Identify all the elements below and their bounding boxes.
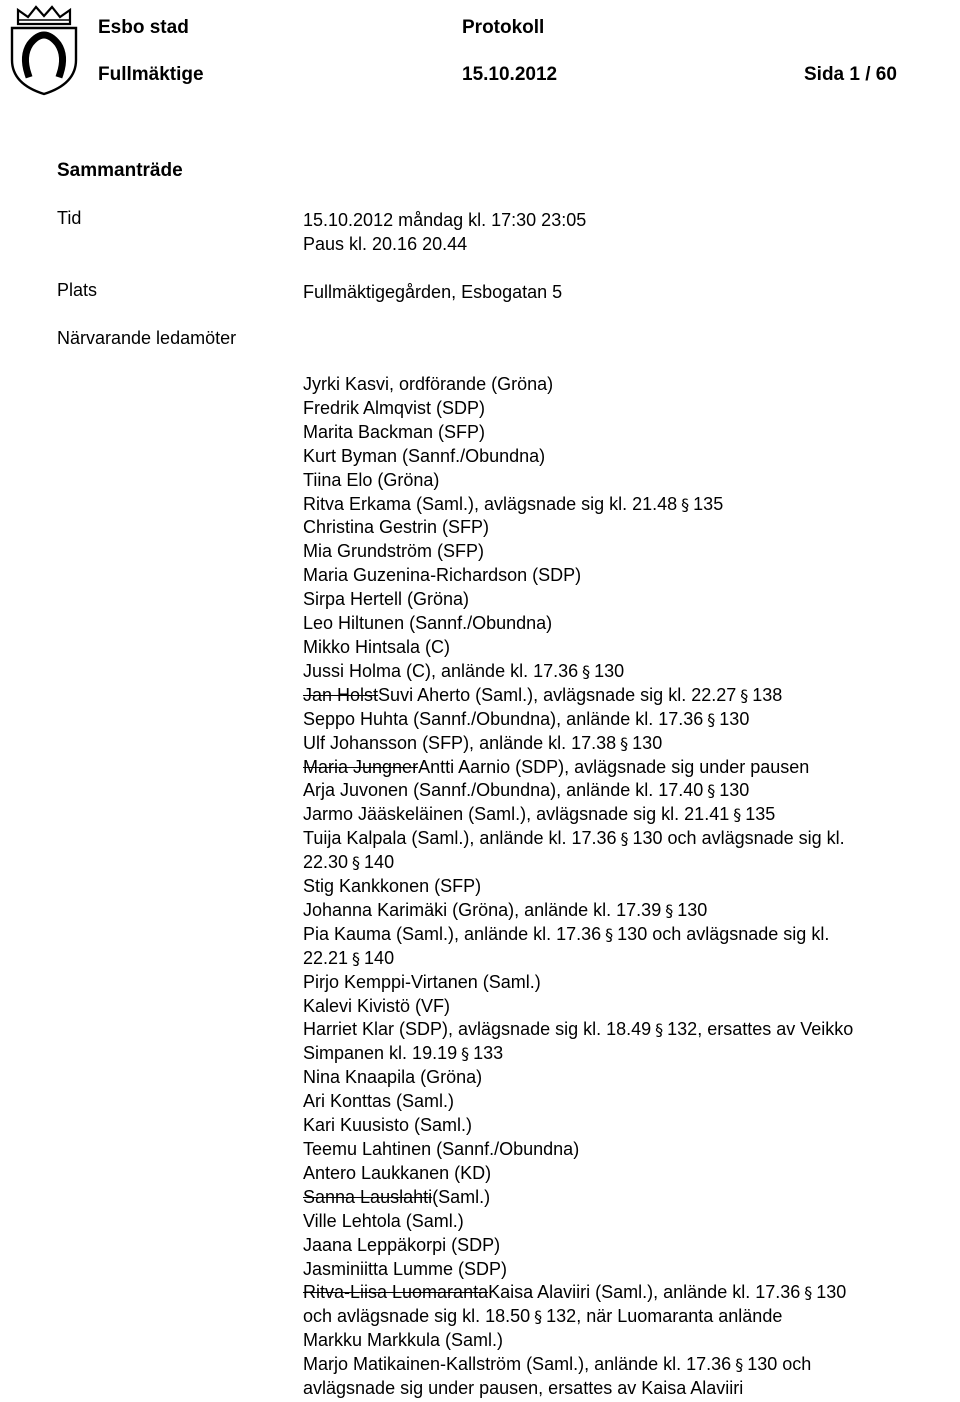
place-value: Fullmäktigegården, Esbogatan 5 — [303, 282, 563, 302]
member-line: Mia Grundström (SFP) — [303, 541, 485, 562]
member-line: Tiina Elo (Gröna) — [303, 469, 440, 490]
header-body: Fullmäktige — [98, 64, 204, 85]
section-sign: § — [620, 733, 629, 753]
time-value — [303, 208, 586, 256]
member-line: Kalevi Kivistö (VF) — [303, 995, 451, 1016]
members-label: Närvarande ledamöter — [57, 328, 237, 348]
place-label: Plats — [57, 280, 98, 300]
member-line: Ville Lehtola (Saml.) — [303, 1210, 464, 1231]
member-line: Antero Laukkanen (KD) — [303, 1162, 492, 1183]
member-line: Teemu Lahtinen (Sannf./Obundna) — [303, 1139, 580, 1159]
time-label: Tid — [57, 208, 82, 228]
member-line: Fredrik Almqvist (SDP) — [303, 397, 486, 418]
member-line: Mikko Hintsala (C) — [303, 636, 451, 657]
struck-name: Jan Holst — [303, 684, 379, 705]
section-sign: § — [352, 853, 361, 873]
struck-name: Ritva-Liisa Luomaranta — [303, 1282, 489, 1303]
member-line: Jussi Holma (C), anlände kl. 17.36 § 130 — [303, 660, 625, 681]
member-line: Nina Knaapila (Gröna) — [303, 1067, 483, 1088]
section-sign: § — [733, 805, 742, 825]
time-value-line-2: Paus kl. 20.16 20.44 — [303, 234, 468, 254]
member-line: Jyrki Kasvi, ordförande (Gröna) — [303, 374, 554, 394]
member-line: Jarmo Jääskeläinen (Saml.), avlägsnade sig kl. 21.41 § 135 — [303, 804, 776, 825]
member-line: Pia Kauma (Saml.), anlände kl. 17.36 § 130 och avlägsnade sig kl. — [303, 923, 830, 944]
member-line: Ulf Johansson (SFP), anlände kl. 17.38 § 130 — [303, 732, 663, 753]
member-line: Harriet Klar (SDP), avlägsnade sig kl. 18.49 § 132, ersattes av Veikko — [303, 1019, 854, 1040]
time-value-line-1: 15.10.2012 måndag kl. 17:30 23:05 — [303, 210, 587, 230]
section-sign: § — [461, 1044, 470, 1064]
member-line: Sirpa Hertell (Gröna) — [303, 589, 470, 610]
member-line: Maria Guzenina-Richardson (SDP) — [303, 565, 582, 586]
member-line: Marita Backman (SFP) — [303, 421, 486, 442]
section-sign: § — [707, 781, 716, 801]
member-line: Simpanen kl. 19.19 § 133 — [303, 1043, 504, 1064]
member-line: Ari Konttas (Saml.) — [303, 1091, 455, 1112]
header-page-number: Sida 1 / 60 — [804, 64, 897, 85]
section-sign: § — [582, 661, 591, 681]
member-line: Ritva-Liisa LuomarantaKaisa Alaviiri (Saml.), anlände kl. 17.36 § 130 — [303, 1282, 847, 1303]
member-line: Maria JungnerAntti Aarnio (SDP), avlägsnade sig under pausen — [303, 756, 810, 777]
member-line: Johanna Karimäki (Gröna), anlände kl. 17.39 § 130 — [303, 899, 708, 920]
member-line: Arja Juvonen (Sannf./Obundna), anlände kl. 17.40 § 130 — [303, 780, 750, 801]
member-line: avlägsnade sig under pausen, ersattes av Kaisa Alaviiri — [303, 1378, 744, 1399]
member-line: 22.30 § 140 — [303, 852, 395, 873]
member-line: Seppo Huhta (Sannf./Obundna), anlände kl. 17.36 § 130 — [303, 708, 750, 729]
member-line: Leo Hiltunen (Sannf./Obundna) — [303, 613, 553, 634]
section-sign: § — [804, 1283, 813, 1303]
section-sign: § — [665, 900, 674, 920]
section-sign: § — [740, 685, 749, 705]
section-sign: § — [681, 494, 690, 514]
struck-name: Sanna Lauslahti — [303, 1186, 433, 1207]
member-line: Sanna Lauslahti(Saml.) — [303, 1186, 491, 1207]
member-line: Kari Kuusisto (Saml.) — [303, 1115, 473, 1136]
member-line: Jan HolstSuvi Aherto (Saml.), avlägsnade sig kl. 22.27 § 138 — [303, 684, 783, 705]
member-line: Markku Markkula (Saml.) — [303, 1330, 504, 1351]
header-city: Esbo stad — [98, 17, 189, 38]
section-sign: § — [655, 1020, 664, 1040]
member-line: Jasminiitta Lumme (SDP) — [303, 1258, 508, 1279]
member-line: Marjo Matikainen-Kallström (Saml.), anlände kl. 17.36 § 130 och — [303, 1354, 812, 1375]
section-sign: § — [534, 1307, 543, 1327]
section-sign: § — [620, 829, 629, 849]
member-line: Jaana Leppäkorpi (SDP) — [303, 1234, 501, 1255]
header-document-type: Protokoll — [462, 17, 545, 38]
section-sign: § — [605, 924, 614, 944]
member-line: Pirjo Kemppi-Virtanen (Saml.) — [303, 971, 541, 992]
member-line: Stig Kankkonen (SFP) — [303, 876, 482, 897]
member-line: Tuija Kalpala (Saml.), anlände kl. 17.36 § 130 och avlägsnade sig kl. — [303, 828, 845, 849]
section-sign: § — [735, 1355, 744, 1375]
member-line: Christina Gestrin (SFP) — [303, 517, 490, 538]
struck-name: Maria Jungner — [303, 756, 419, 777]
section-sign: § — [352, 948, 361, 968]
member-line: Ritva Erkama (Saml.), avlägsnade sig kl. 21.48 § 135 — [303, 493, 724, 514]
section-title: Sammanträde — [57, 160, 183, 181]
member-line: 22.21 § 140 — [303, 947, 395, 968]
header-date: 15.10.2012 — [462, 64, 558, 85]
member-line: och avlägsnade sig kl. 18.50 § 132, när Luomaranta anlände — [303, 1306, 783, 1327]
city-coat-of-arms-logo — [4, 4, 84, 96]
members-list — [303, 373, 853, 1401]
section-sign: § — [707, 709, 716, 729]
member-line: Kurt Byman (Sannf./Obundna) — [303, 445, 546, 466]
